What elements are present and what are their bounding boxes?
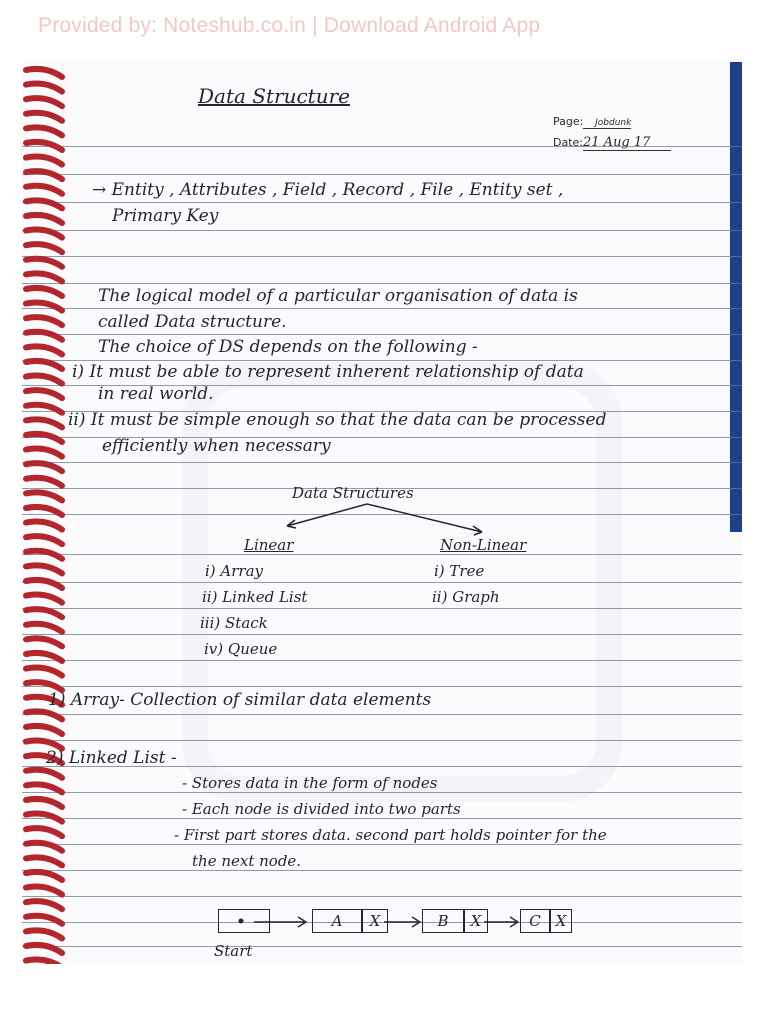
tree-root: Data Structures: [292, 484, 414, 502]
linked-list-node: B: [422, 909, 464, 933]
pointer-arrow: [484, 914, 524, 930]
nonlinear-item: ii) Graph: [432, 588, 500, 606]
choice-point-2-cont: efficiently when necessary: [102, 436, 331, 456]
nonlinear-heading: Non-Linear: [440, 536, 527, 554]
linked-list-point: - First part stores data. second part holds pointer for the: [174, 826, 607, 844]
date-label: Date:21 Aug 17: [553, 135, 671, 151]
notebook-page: [22, 62, 742, 964]
choice-point-1-cont: in real world.: [98, 384, 214, 404]
node-pointer-cell: X: [464, 909, 488, 933]
array-definition: 1) Array- Collection of similar data elements: [48, 690, 432, 710]
terms-line-1: → Entity , Attributes , Field , Record , File , Entity set ,: [92, 180, 564, 200]
linear-heading: Linear: [244, 536, 294, 554]
linked-list-point: - Each node is divided into two parts: [182, 800, 461, 818]
watermark-banner: Provided by: Noteshub.co.in | Download Android App: [38, 14, 541, 37]
linked-list-heading: 2) Linked List -: [46, 748, 177, 768]
linear-item: ii) Linked List: [202, 588, 308, 606]
start-label: Start: [214, 942, 253, 960]
definition-line-2: called Data structure.: [98, 312, 287, 332]
page-title: Data Structure: [198, 84, 350, 108]
spiral-binding: [22, 62, 68, 964]
pointer-arrow: [254, 914, 314, 930]
terms-line-2: Primary Key: [112, 206, 219, 226]
definition-line-1: The logical model of a particular organisation of data is: [98, 286, 578, 306]
linked-list-node: C: [520, 909, 550, 933]
nonlinear-item: i) Tree: [434, 562, 485, 580]
choice-point-2: ii) It must be simple enough so that the data can be processed: [68, 410, 607, 430]
pointer-arrow: [384, 914, 424, 930]
choice-point-1: i) It must be able to represent inherent relationship of data: [72, 362, 584, 382]
page-number-label: Page: Jobdunk: [553, 115, 632, 128]
node-pointer-cell: X: [362, 909, 388, 933]
choice-intro: The choice of DS depends on the following -: [98, 337, 478, 357]
linked-list-point: the next node.: [192, 852, 302, 870]
linear-item: iv) Queue: [204, 640, 278, 658]
linear-item: i) Array: [205, 562, 264, 580]
linear-item: iii) Stack: [200, 614, 268, 632]
null-pointer-cell: X: [550, 909, 572, 933]
linked-list-point: - Stores data in the form of nodes: [182, 774, 438, 792]
linked-list-node: A: [312, 909, 362, 933]
